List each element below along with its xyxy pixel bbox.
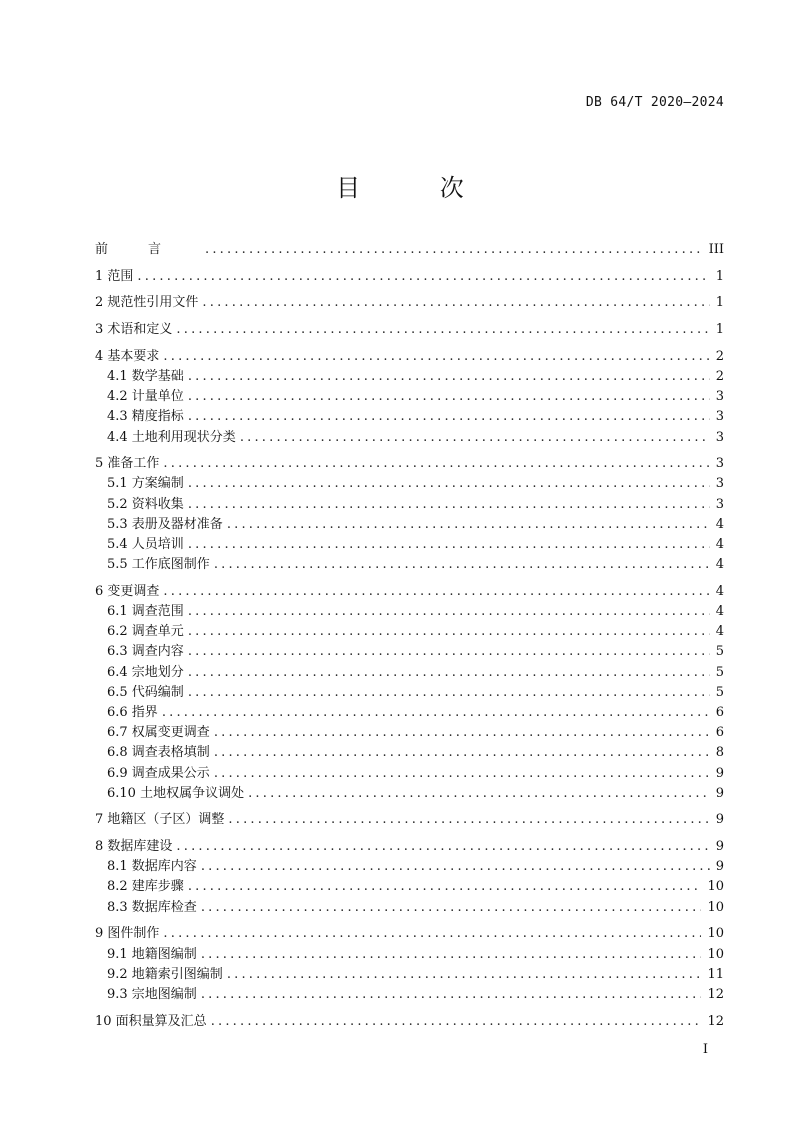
toc-entry[interactable]: [95, 784, 724, 804]
toc-entry[interactable]: [95, 703, 724, 723]
toc-dot-leader: [176, 320, 709, 340]
toc-entry-label: 6.8 调查表格填制: [107, 745, 210, 761]
toc-entry[interactable]: [95, 495, 724, 515]
toc-entry[interactable]: [95, 1012, 724, 1032]
toc-entry-label: 6.6 指界: [107, 704, 158, 720]
toc-entry-label: 5.1 方案编制: [107, 476, 184, 492]
toc-entry-label: 4.2 计量单位: [107, 389, 184, 405]
toc-dot-leader: [214, 764, 710, 784]
toc-entry-page: 4: [715, 624, 724, 640]
toc-entry-label: 2 规范性引用文件: [95, 295, 199, 311]
toc-entry-label: 5.4 人员培训: [107, 536, 184, 552]
toc-entry-page: 3: [715, 496, 724, 512]
toc-entry-page: 5: [715, 664, 724, 680]
toc-entry-page: 10: [707, 946, 724, 962]
toc-entry-label: 9.3 宗地图编制: [107, 986, 197, 1002]
toc-dot-leader: [188, 474, 710, 494]
toc-entry-label: 6.9 调查成果公示: [107, 765, 210, 781]
toc-entry[interactable]: [95, 877, 724, 897]
table-of-contents: [95, 240, 724, 1032]
toc-entry[interactable]: [95, 743, 724, 763]
toc-entry-page: 2: [715, 368, 724, 384]
toc-entry-label: 6.7 权属变更调查: [107, 725, 210, 741]
toc-entry-label: 8 数据库建设: [95, 839, 173, 855]
toc-entry-label: 7 地籍区（子区）调整: [95, 812, 225, 828]
toc-entry-page: 3: [715, 409, 724, 425]
toc-entry-page: 9: [715, 859, 724, 875]
toc-entry[interactable]: [95, 622, 724, 642]
toc-entry-label: 8.3 数据库检查: [107, 899, 197, 915]
toc-entry[interactable]: [95, 723, 724, 743]
toc-dot-leader: [227, 515, 710, 535]
toc-entry[interactable]: [95, 515, 724, 535]
toc-dot-leader: [201, 985, 702, 1005]
toc-entry-page: 5: [715, 684, 724, 700]
toc-entry-page: 10: [707, 899, 724, 915]
toc-entry[interactable]: [95, 642, 724, 662]
toc-dot-leader: [188, 622, 710, 642]
toc-entry-label: 10 面积量算及汇总: [95, 1013, 207, 1029]
toc-entry[interactable]: [95, 320, 724, 340]
toc-entry-page: 10: [707, 926, 724, 942]
toc-dot-leader: [137, 267, 709, 287]
toc-entry-page: 9: [715, 785, 724, 801]
toc-dot-leader: [162, 703, 710, 723]
toc-dot-leader: [201, 898, 702, 918]
toc-entry-label: 5.3 表册及器材准备: [107, 516, 223, 532]
toc-entry-page: 9: [715, 765, 724, 781]
toc-entry-page: 10: [707, 879, 724, 895]
toc-dot-leader: [240, 428, 710, 448]
toc-entry[interactable]: [95, 837, 724, 857]
toc-entry-label: 前言: [95, 242, 202, 257]
toc-entry-label: 9.2 地籍索引图编制: [107, 966, 223, 982]
toc-entry[interactable]: [95, 474, 724, 494]
toc-dot-leader: [248, 784, 710, 804]
toc-dot-leader: [163, 454, 709, 474]
toc-entry[interactable]: [95, 683, 724, 703]
toc-entry-label: 4.1 数学基础: [107, 368, 184, 384]
toc-entry-label: 6.4 宗地划分: [107, 664, 184, 680]
toc-entry-page: 4: [715, 604, 724, 619]
toc-entry-label: 5.5 工作底图制作: [107, 557, 210, 573]
toc-entry-page: 8: [715, 745, 724, 761]
toc-dot-leader: [214, 555, 710, 575]
toc-entry-page: 3: [715, 389, 724, 405]
toc-dot-leader: [188, 877, 702, 897]
toc-entry[interactable]: [95, 582, 724, 602]
toc-entry-page: 9: [715, 839, 724, 855]
toc-entry[interactable]: [95, 924, 724, 944]
toc-entry-page: 6: [715, 704, 724, 720]
toc-entry-label: 5.2 资料收集: [107, 496, 184, 512]
toc-entry-page: 1: [715, 295, 724, 311]
toc-entry-page: 6: [715, 725, 724, 741]
toc-entry-label: 1 范围: [95, 268, 134, 284]
toc-entry[interactable]: [95, 555, 724, 575]
toc-entry-page: 3: [715, 476, 724, 492]
toc-entry-label: 4.4 土地利用现状分类: [107, 429, 236, 445]
toc-entry[interactable]: [95, 985, 724, 1005]
toc-entry[interactable]: [95, 293, 724, 313]
toc-entry-label: 6 变更调查: [95, 583, 160, 599]
toc-dot-leader: [201, 857, 710, 877]
toc-entry-page: 4: [715, 516, 724, 532]
toc-entry-page: 12: [707, 986, 724, 1002]
toc-entry-label: 3 术语和定义: [95, 322, 173, 338]
toc-entry-label: 9.1 地籍图编制: [107, 946, 197, 962]
toc-entry-page: 4: [715, 536, 724, 552]
toc-entry-label: 4.3 精度指标: [107, 409, 184, 425]
toc-entry-label: 5 准备工作: [95, 456, 160, 472]
toc-entry-page: 4: [715, 557, 724, 573]
toc-dot-leader: [228, 810, 709, 830]
toc-entry-page: 1: [715, 268, 724, 284]
toc-entry-page: 3: [715, 456, 724, 472]
toc-entry[interactable]: [95, 535, 724, 555]
toc-entry[interactable]: [95, 857, 724, 877]
toc-dot-leader: [211, 1012, 702, 1032]
toc-entry-page: 12: [707, 1013, 724, 1029]
toc-dot-leader: [188, 683, 710, 703]
toc-dot-leader: [163, 924, 701, 944]
toc-entry-page: 5: [715, 644, 724, 660]
toc-dot-leader: [201, 945, 702, 965]
toc-dot-leader: [163, 347, 709, 367]
toc-entry[interactable]: [95, 387, 724, 407]
toc-dot-leader: [188, 642, 710, 662]
document-code: DB 64/T 2020—2024: [585, 95, 724, 110]
toc-entry[interactable]: [95, 240, 724, 260]
toc-dot-leader: [205, 240, 703, 260]
page-title: 目 次: [336, 174, 500, 202]
toc-entry-page: 11: [707, 966, 724, 982]
toc-entry-label: 8.1 数据库内容: [107, 859, 197, 875]
toc-dot-leader: [227, 965, 702, 985]
toc-dot-leader: [188, 407, 710, 427]
toc-entry[interactable]: [95, 602, 724, 622]
toc-entry[interactable]: [95, 965, 724, 985]
toc-entry-label: 6.1 调查范围: [107, 604, 184, 619]
toc-dot-leader: [202, 293, 709, 313]
toc-entry[interactable]: [95, 267, 724, 287]
toc-entry[interactable]: [95, 347, 724, 367]
toc-entry-label: 6.10 土地权属争议调处: [107, 785, 245, 801]
toc-entry-label: 9 图件制作: [95, 926, 160, 942]
toc-dot-leader: [176, 837, 709, 857]
toc-entry-page: 9: [715, 812, 724, 828]
toc-entry[interactable]: [95, 663, 724, 683]
toc-entry[interactable]: [95, 407, 724, 427]
toc-entry-page: 1: [715, 322, 724, 338]
toc-dot-leader: [214, 723, 710, 743]
toc-entry[interactable]: [95, 367, 724, 387]
toc-entry-page: 2: [715, 348, 724, 364]
toc-entry[interactable]: [95, 454, 724, 474]
toc-dot-leader: [188, 495, 710, 515]
toc-entry[interactable]: [95, 945, 724, 965]
toc-dot-leader: [188, 367, 710, 387]
toc-dot-leader: [188, 535, 710, 555]
toc-entry-label: 8.2 建库步骤: [107, 879, 184, 895]
toc-entry-label: 6.2 调查单元: [107, 624, 184, 640]
toc-entry-label: 6.3 调查内容: [107, 644, 184, 660]
toc-entry[interactable]: [95, 810, 724, 830]
toc-dot-leader: [214, 743, 710, 763]
toc-entry-page: 4: [715, 583, 724, 599]
toc-entry-label: 6.5 代码编制: [107, 684, 184, 700]
toc-entry[interactable]: [95, 898, 724, 918]
toc-dot-leader: [188, 387, 710, 407]
page-number: I: [702, 1042, 708, 1057]
toc-entry-page: 3: [715, 429, 724, 445]
toc-entry-page: III: [708, 242, 724, 257]
toc-dot-leader: [188, 663, 710, 683]
toc-dot-leader: [188, 602, 710, 622]
toc-entry[interactable]: [95, 428, 724, 448]
toc-dot-leader: [163, 582, 709, 602]
toc-entry[interactable]: [95, 764, 724, 784]
toc-entry-label: 4 基本要求: [95, 348, 160, 364]
